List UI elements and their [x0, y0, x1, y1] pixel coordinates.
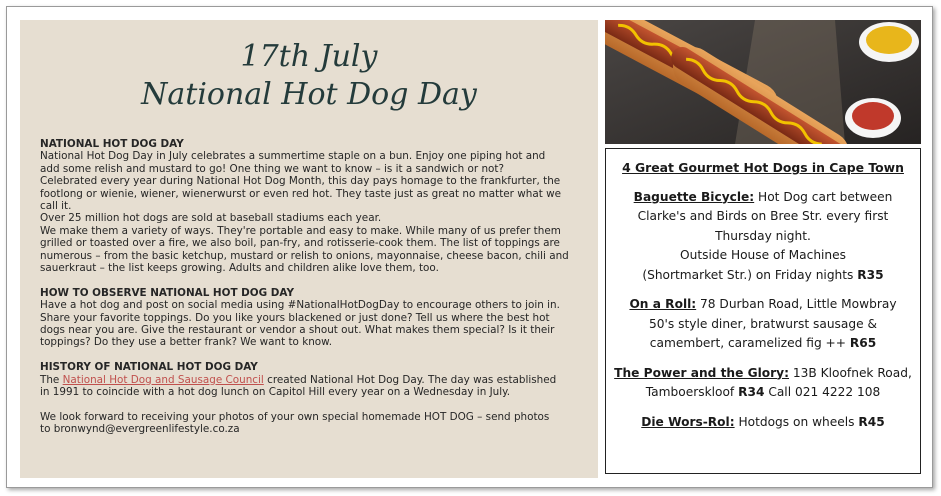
section-text: [40, 150, 600, 274]
history-text-2: in 1991 to coincide with a hot dog lunch on Capitol Hill every year on a Wednesday in July.: [40, 386, 511, 399]
vendor-on-a-roll: On a Roll: 78 Durban Road, Little Mowbray 50's style diner, bratwurst sausage & camembert, caramelized fig ++ R65: [629, 297, 897, 350]
text-line: call it.: [40, 200, 72, 213]
title-name: National Hot Dog Day: [141, 77, 477, 112]
text-line: Have a hot dog and post on social media using #NationalHotDogDay to encourage others to join in.: [40, 299, 560, 312]
text-line: footlong or wienie, wiener, wienerwurst or even red hot. They taste just as great no matter what we: [40, 187, 561, 200]
section-heading: HOW TO OBSERVE NATIONAL HOT DOG DAY: [40, 286, 294, 299]
text-line: Share your favorite toppings. Do you like yours blackened or just done? Tell us where the best hot: [40, 311, 550, 324]
text-line: toppings? Do they use a better frank? We want to know.: [40, 336, 333, 349]
text-line: dogs near you are. Give the restaurant or vendor a shout out. What makes them special? Is it their: [40, 324, 555, 337]
council-link[interactable]: National Hot Dog and Sausage Council: [62, 373, 264, 386]
text-line: Over 25 million hot dogs are sold at baseball stadiums each year.: [40, 212, 382, 225]
history-text: The National Hot Dog and Sausage Council created National Hot Dog Day. The day was established: [40, 373, 557, 386]
text-line: numerous – from the basic ketchup, mustard or relish to onions, mayonnaise, cheese bacon, chili and: [40, 249, 569, 262]
text-line: grilled or toasted over a fire, we also boil, pan-fry, and rotisserie-cook them. The list of toppings are: [40, 237, 560, 250]
page-title: [20, 38, 598, 114]
vendor-power-and-glory: The Power and the Glory: 13B Kloofnek Road, Tamboerskloof R34 Call 021 4222 108: [614, 365, 912, 399]
price: R35: [857, 267, 884, 282]
text-line: add some relish and mustard to go! One thing we want to know – is it a sandwich or not?: [40, 162, 504, 175]
price: R45: [858, 414, 885, 429]
cape-town-hotdogs-card: [605, 148, 921, 474]
section-heading: NATIONAL HOT DOG DAY: [40, 138, 184, 150]
hot-dogs-photo: [605, 20, 921, 144]
hot-dogs-image: [605, 20, 921, 144]
vendor-name: The Power and the Glory:: [614, 365, 790, 380]
vendor-name: Baguette Bicycle:: [633, 189, 755, 204]
closing-email: to bronwynd@evergreenlifestyle.co.za: [40, 423, 240, 436]
text-line: sauerkraut – the list keeps growing. Adults and children alike love them, too.: [40, 262, 439, 275]
text-line: Celebrated every year during National Hot Dog Month, this day pays homage to the frankfurter, the: [40, 175, 561, 188]
vendor-name: Die Wors-Rol:: [641, 414, 735, 429]
text-line: We make them a variety of ways. They're portable and easy to make. While many of us prefer them: [40, 224, 561, 237]
section-heading: HISTORY OF NATIONAL HOT DOG DAY: [40, 361, 258, 374]
vendor-name: On a Roll:: [629, 297, 697, 311]
title-date: 17th July: [240, 39, 378, 74]
text-line: National Hot Dog Day in July celebrates a summertime staple on a bun. Enjoy one piping hot and: [40, 150, 546, 163]
section-text: [40, 299, 600, 349]
closing-text: We look forward to receiving your photos of your own special homemade HOT DOG – send photos: [40, 410, 550, 423]
article-panel: [20, 20, 598, 478]
card-title: 4 Great Gourmet Hot Dogs in Cape Town: [622, 160, 904, 175]
vendor-baguette-bicycle: Baguette Bicycle: Hot Dog cart between Clarke's and Birds on Bree Str. every first Thursday night. Outside House of Machines (Shortmarket Str.) on Friday nights R35: [633, 189, 893, 282]
price: R34: [738, 385, 765, 399]
article-body: [40, 138, 600, 436]
vendor-die-wors-rol: Die Wors-Rol: Hotdogs on wheels R45: [641, 414, 885, 429]
price: R65: [849, 336, 877, 350]
